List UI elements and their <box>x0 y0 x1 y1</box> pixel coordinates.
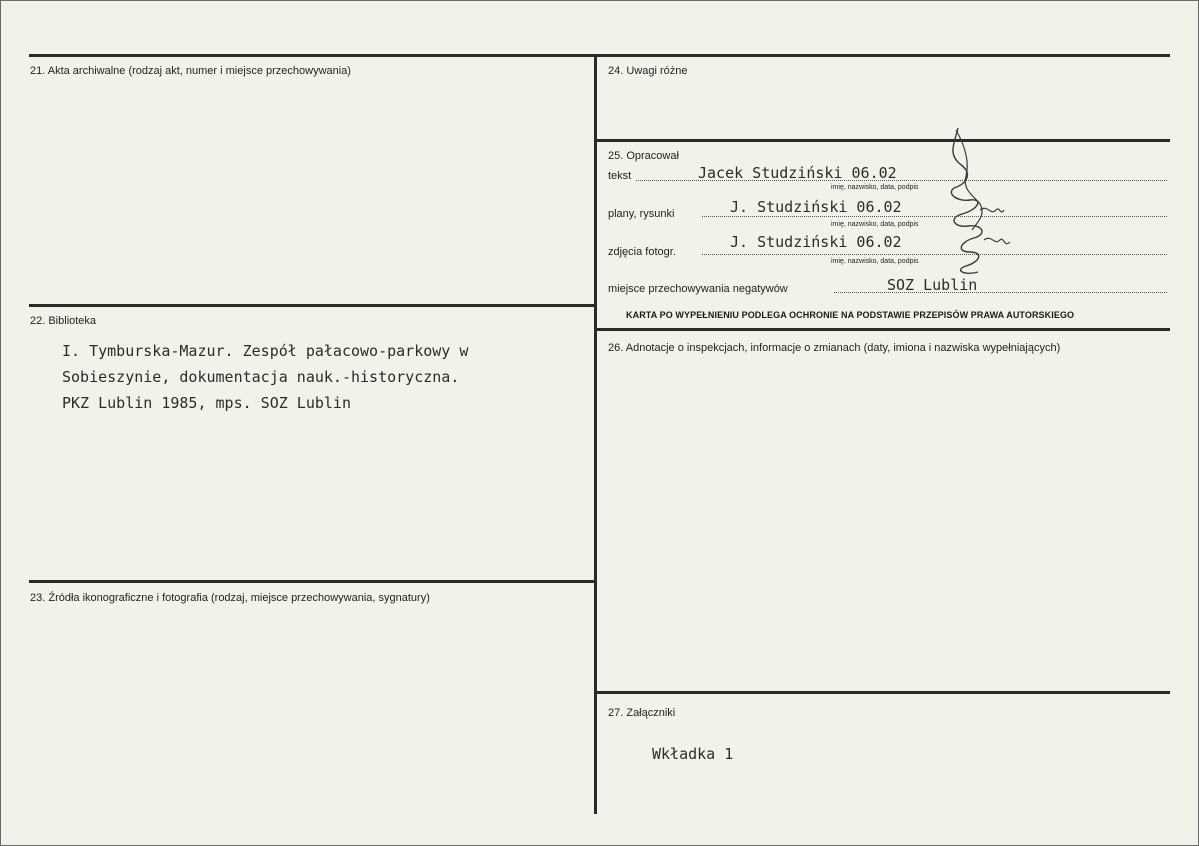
rule-27 <box>596 691 1170 694</box>
section-23-label: 23. Źródła ikonograficzne i fotografia (rodzaj, miejsce przechowywania, sygnatury) <box>30 592 430 604</box>
section-22-label: 22. Biblioteka <box>30 315 97 327</box>
drawings-author-hint: imię, nazwisko, data, podpis <box>831 221 919 228</box>
drawings-author-dotted-line <box>702 216 1167 217</box>
rule-22 <box>29 304 596 307</box>
section-26-label: 26. Adnotacje o inspekcjach, informacje o zmianach (daty, imiona i nazwiska wypełniających) <box>608 342 1061 354</box>
section-21-label: 21. Akta archiwalne (rodzaj akt, numer i miejsce przechowywania) <box>30 65 351 77</box>
center-divider <box>594 54 597 814</box>
handwritten-signature <box>944 124 1014 284</box>
photos-author-hint: imię, nazwisko, data, podpis <box>831 258 919 265</box>
negatives-location-dotted-line <box>834 292 1167 293</box>
rule-notice <box>596 328 1170 331</box>
text-author-label: tekst <box>608 170 632 182</box>
section-24-label: 24. Uwagi różne <box>608 65 688 77</box>
text-author-value: Jacek Studziński 06.02 <box>698 164 897 182</box>
text-author-hint: imię, nazwisko, data, podpis <box>831 184 919 191</box>
library-line-3: PKZ Lublin 1985, mps. SOZ Lublin <box>62 394 351 412</box>
rule-23 <box>29 580 596 583</box>
rule-25 <box>596 139 1170 142</box>
photos-author-dotted-line <box>702 254 1167 255</box>
drawings-author-value: J. Studziński 06.02 <box>730 198 902 216</box>
photos-author-label: zdjęcia fotogr. <box>608 246 676 258</box>
section-27-label: 27. Załączniki <box>608 707 676 719</box>
library-line-2: Sobieszynie, dokumentacja nauk.-historyczna. <box>62 368 460 386</box>
negatives-location-value: SOZ Lublin <box>887 276 978 294</box>
attachments-value: Wkładka 1 <box>652 745 734 763</box>
section-25-label: 25. Opracował <box>608 150 679 162</box>
library-line-1: I. Tymburska-Mazur. Zespół pałacowo-parkowy w <box>62 342 469 360</box>
negatives-location-label: miejsce przechowywania negatywów <box>608 283 788 295</box>
top-rule <box>29 54 1170 57</box>
photos-author-value: J. Studziński 06.02 <box>730 233 902 251</box>
copyright-notice: KARTA PO WYPEŁNIENIU PODLEGA OCHRONIE NA PODSTAWIE PRZEPISÓW PRAWA AUTORSKIEGO <box>626 310 1075 320</box>
drawings-author-label: plany, rysunki <box>608 208 675 220</box>
